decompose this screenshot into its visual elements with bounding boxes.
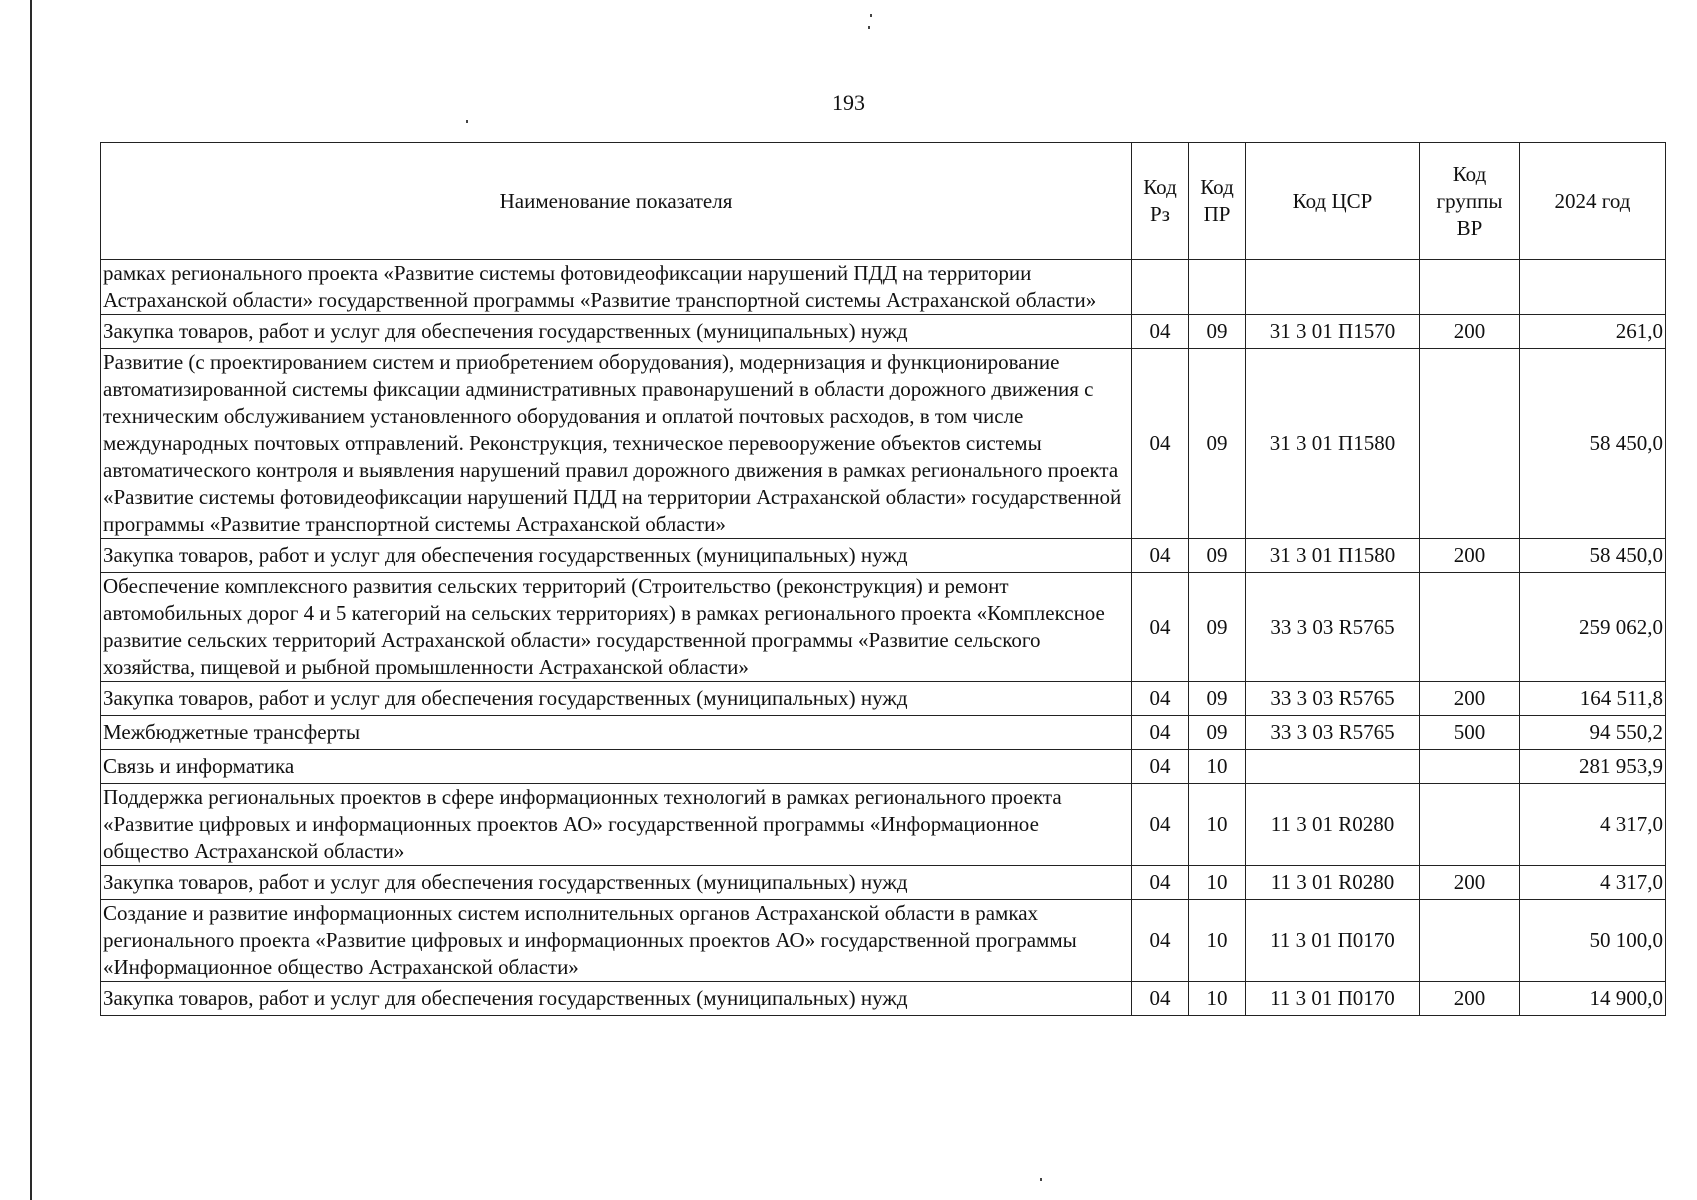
row-csr: 11 3 01 R0280 <box>1246 784 1420 866</box>
row-amount: 164 511,8 <box>1520 682 1666 716</box>
row-csr <box>1246 750 1420 784</box>
row-csr: 31 3 01 П1570 <box>1246 315 1420 349</box>
row-name: Закупка товаров, работ и услуг для обеспечения государственных (муниципальных) нужд <box>101 539 1132 573</box>
budget-table <box>100 142 1666 1016</box>
row-vr <box>1420 750 1520 784</box>
row-rz: 04 <box>1132 784 1189 866</box>
row-pr: 09 <box>1189 682 1246 716</box>
table-body <box>101 260 1666 1016</box>
row-pr: 10 <box>1189 982 1246 1016</box>
row-rz: 04 <box>1132 866 1189 900</box>
table-row <box>101 750 1666 784</box>
row-rz: 04 <box>1132 750 1189 784</box>
row-pr: 09 <box>1189 573 1246 682</box>
row-amount: 50 100,0 <box>1520 900 1666 982</box>
table-row <box>101 349 1666 539</box>
row-name: Закупка товаров, работ и услуг для обеспечения государственных (муниципальных) нужд <box>101 315 1132 349</box>
page-left-edge-line <box>30 0 32 1200</box>
row-vr <box>1420 260 1520 315</box>
row-pr: 09 <box>1189 349 1246 539</box>
row-csr: 33 3 03 R5765 <box>1246 573 1420 682</box>
row-vr: 200 <box>1420 682 1520 716</box>
table-row <box>101 866 1666 900</box>
row-rz: 04 <box>1132 315 1189 349</box>
row-amount: 4 317,0 <box>1520 866 1666 900</box>
row-amount: 58 450,0 <box>1520 349 1666 539</box>
row-rz: 04 <box>1132 539 1189 573</box>
header-csr: Код ЦСР <box>1246 143 1420 260</box>
row-csr: 11 3 01 П0170 <box>1246 900 1420 982</box>
table-row <box>101 260 1666 315</box>
header-name: Наименование показателя <box>101 143 1132 260</box>
row-csr: 33 3 03 R5765 <box>1246 682 1420 716</box>
row-name: Обеспечение комплексного развития сельских территорий (Строительство (реконструкция) и ремонт автомобильных дорог 4 и 5 категорий на сельских территориях) в рамках регионального проекта «Комплексное развитие сельских территорий Астраханской области» государственной программы «Развитие сельского хозяйства, пищевой и рыбной промышленности Астраханской области» <box>101 573 1132 682</box>
row-rz: 04 <box>1132 716 1189 750</box>
row-pr: 10 <box>1189 866 1246 900</box>
page-number: 193 <box>832 90 865 115</box>
scan-speck <box>466 120 468 123</box>
header-pr: Код ПР <box>1189 143 1246 260</box>
row-amount: 58 450,0 <box>1520 539 1666 573</box>
row-vr: 500 <box>1420 716 1520 750</box>
row-name: Межбюджетные трансферты <box>101 716 1132 750</box>
row-csr: 11 3 01 П0170 <box>1246 982 1420 1016</box>
row-name: Закупка товаров, работ и услуг для обеспечения государственных (муниципальных) нужд <box>101 982 1132 1016</box>
row-amount: 14 900,0 <box>1520 982 1666 1016</box>
row-vr: 200 <box>1420 539 1520 573</box>
row-pr: 10 <box>1189 900 1246 982</box>
row-csr <box>1246 260 1420 315</box>
row-pr <box>1189 260 1246 315</box>
row-vr <box>1420 900 1520 982</box>
row-pr: 10 <box>1189 784 1246 866</box>
row-name: Закупка товаров, работ и услуг для обеспечения государственных (муниципальных) нужд <box>101 682 1132 716</box>
row-pr: 10 <box>1189 750 1246 784</box>
row-pr: 09 <box>1189 539 1246 573</box>
table-row <box>101 539 1666 573</box>
row-name: рамках регионального проекта «Развитие системы фотовидеофиксации нарушений ПДД на территории Астраханской области» государственной программы «Развитие транспортной системы Астраханской области» <box>101 260 1132 315</box>
row-vr <box>1420 573 1520 682</box>
scan-speck <box>870 14 872 17</box>
row-name: Связь и информатика <box>101 750 1132 784</box>
row-vr <box>1420 349 1520 539</box>
row-rz: 04 <box>1132 982 1189 1016</box>
row-pr: 09 <box>1189 716 1246 750</box>
header-rz: Код Рз <box>1132 143 1189 260</box>
row-name: Поддержка региональных проектов в сфере информационных технологий в рамках регионального проекта «Развитие цифровых и информационных проектов АО» государственной программы «Информационное общество Астраханской области» <box>101 784 1132 866</box>
row-pr: 09 <box>1189 315 1246 349</box>
scan-speck <box>868 26 870 29</box>
table-row <box>101 982 1666 1016</box>
row-amount <box>1520 260 1666 315</box>
row-rz: 04 <box>1132 682 1189 716</box>
row-amount: 4 317,0 <box>1520 784 1666 866</box>
row-vr: 200 <box>1420 866 1520 900</box>
table-row <box>101 900 1666 982</box>
table-row <box>101 682 1666 716</box>
row-amount: 94 550,2 <box>1520 716 1666 750</box>
row-csr: 31 3 01 П1580 <box>1246 539 1420 573</box>
row-csr: 33 3 03 R5765 <box>1246 716 1420 750</box>
row-rz: 04 <box>1132 349 1189 539</box>
row-rz <box>1132 260 1189 315</box>
header-vr: Код группы ВР <box>1420 143 1520 260</box>
row-name: Создание и развитие информационных систем исполнительных органов Астраханской области в рамках регионального проекта «Развитие цифровых и информационных проектов АО» государственной программы «Информационное общество Астраханской области» <box>101 900 1132 982</box>
row-name: Развитие (с проектированием систем и приобретением оборудования), модернизация и функционирование автоматизированной системы фиксации административных правонарушений в области дорожного движения с техническим обслуживанием установленного оборудования и оплатой почтовых расходов, в том числе международных почтовых отправлений. Реконструкция, техническое перевооружение объектов системы автоматического контроля и выявления нарушений правил дорожного движения в рамках регионального проекта «Развитие системы фотовидеофиксации нарушений ПДД на территории Астраханской области» государственной программы «Развитие транспортной системы Астраханской области» <box>101 349 1132 539</box>
row-rz: 04 <box>1132 573 1189 682</box>
table-row <box>101 784 1666 866</box>
row-amount: 261,0 <box>1520 315 1666 349</box>
row-vr: 200 <box>1420 315 1520 349</box>
row-vr: 200 <box>1420 982 1520 1016</box>
scan-speck <box>1040 1178 1042 1181</box>
row-csr: 11 3 01 R0280 <box>1246 866 1420 900</box>
row-vr <box>1420 784 1520 866</box>
table-header <box>101 143 1666 260</box>
row-amount: 281 953,9 <box>1520 750 1666 784</box>
row-amount: 259 062,0 <box>1520 573 1666 682</box>
header-year: 2024 год <box>1520 143 1666 260</box>
header-row <box>101 143 1666 260</box>
table-row <box>101 716 1666 750</box>
row-csr: 31 3 01 П1580 <box>1246 349 1420 539</box>
row-rz: 04 <box>1132 900 1189 982</box>
table-row <box>101 315 1666 349</box>
row-name: Закупка товаров, работ и услуг для обеспечения государственных (муниципальных) нужд <box>101 866 1132 900</box>
table-row <box>101 573 1666 682</box>
